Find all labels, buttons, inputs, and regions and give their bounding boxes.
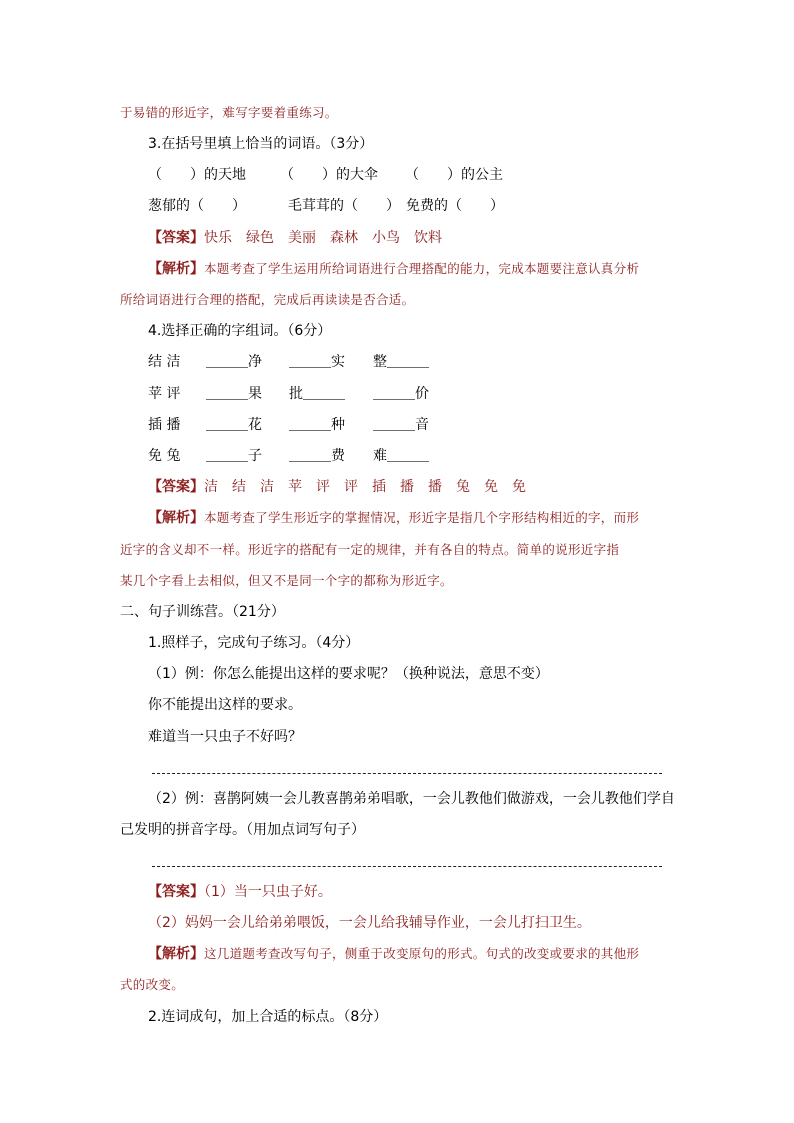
s2-q1-title: 1.照样子，完成句子练习。（4分） — [148, 635, 360, 651]
q3-blank-2: （ ）的大伞 — [280, 167, 378, 183]
q3-answer — [148, 228, 442, 248]
s2-analysis-line-1 — [148, 944, 639, 964]
s2-analysis-text-1: 这几道题考查改写句子，侧重于改变原句的形式。句式的改变或要求的其他形 — [204, 946, 640, 961]
answer-tag: 【答案】 — [148, 479, 204, 495]
q4-row-3-blank-2: ＿＿＿种 — [289, 417, 345, 433]
s2-q1-2-prompt-2: 己发明的拼音字母。（用加点词写句子） — [120, 822, 365, 838]
q4-row-1-chars: 结 洁 — [148, 354, 181, 370]
analysis-tag: 【解析】 — [148, 946, 204, 962]
s2-q1-2-prompt-1: （2）例：喜鹊阿姨一会儿教喜鹊弟弟唱歌，一会儿教他们做游戏，一会儿教他们学自 — [148, 791, 675, 807]
q3-answer-text: 快乐 绿色 美丽 森林 小鸟 饮料 — [204, 230, 442, 246]
q3-analysis-line-1 — [148, 259, 639, 279]
q4-row-3-blank-3: ＿＿＿音 — [373, 417, 429, 433]
s2-q1-1-example: 你不能提出这样的要求。 — [148, 697, 302, 713]
s2-analysis-line-2: 式的改变。 — [120, 977, 185, 992]
q4-analysis-text-1: 本题考查了学生形近字的掌握情况，形近字是指几个字形结构相近的字，而形 — [204, 510, 640, 525]
q4-title: 4.选择正确的字组词。（6分） — [148, 323, 332, 339]
q4-row-2-blank-2: 批＿＿＿ — [289, 386, 345, 402]
q3-blank-6: 免费的（ ） — [406, 198, 504, 214]
analysis-tag: 【解析】 — [148, 510, 204, 526]
s2-answer-2: （2）妈妈一会儿给弟弟喂饭，一会儿给我辅导作业，一会儿打扫卫生。 — [148, 915, 591, 931]
answer-tag: 【答案】 — [148, 884, 204, 900]
q4-row-4-blank-2: ＿＿＿费 — [289, 448, 345, 464]
s2-q1-1-prompt: （1）例：你怎么能提出这样的要求呢？（换种说法，意思不变） — [148, 666, 549, 682]
q4-row-3-chars: 插 播 — [148, 417, 181, 433]
q4-analysis-line-2: 近字的含义却不一样。形近字的搭配有一定的规律，并有各自的特点。简单的说形近字指 — [120, 542, 620, 557]
q4-row-2-blank-1: ＿＿＿果 — [206, 386, 262, 402]
q4-answer-text: 洁 结 洁 苹 评 评 插 播 播 兔 免 免 — [204, 479, 526, 495]
answer-tag: 【答案】 — [148, 230, 204, 246]
section-2-title: 二、句子训练营。（21分） — [120, 604, 285, 620]
q4-row-1-blank-3: 整＿＿＿ — [373, 354, 429, 370]
s2-answer-1-text: （1）当一只虫子好。 — [204, 884, 332, 900]
analysis-tag: 【解析】 — [148, 261, 204, 277]
q4-row-1-blank-2: ＿＿＿实 — [289, 354, 345, 370]
q3-blank-4: 葱郁的（ ） — [148, 198, 246, 214]
q4-row-4-chars: 免 兔 — [148, 448, 181, 464]
q4-analysis-line-3: 某几个字看上去相似，但又不是同一个字的都称为形近字。 — [120, 573, 453, 588]
q4-row-4-blank-3: 难＿＿＿ — [373, 448, 429, 464]
q4-row-2-chars: 苹 评 — [148, 386, 181, 402]
q3-blank-1: （ ）的天地 — [148, 167, 246, 183]
q3-analysis-text-1: 本题考查了学生运用所给词语进行合理搭配的能力，完成本题要注意认真分析 — [204, 261, 640, 276]
q3-blank-3: （ ）的公主 — [405, 167, 503, 183]
previous-analysis-tail: 于易错的形近字，难写字要着重练习。 — [120, 105, 338, 120]
s2-q1-1-question: 难道当一只虫子不好吗？ — [148, 729, 302, 745]
q4-row-4-blank-1: ＿＿＿子 — [206, 448, 262, 464]
s2-answer-1 — [148, 882, 332, 902]
answer-line-2[interactable] — [152, 866, 662, 867]
answer-line-1[interactable] — [152, 773, 662, 774]
s2-q2-title: 2.连词成句，加上合适的标点。（8分） — [148, 1009, 388, 1025]
q4-answer — [148, 477, 526, 497]
q4-row-1-blank-1: ＿＿＿净 — [206, 354, 262, 370]
q3-blank-5: 毛茸茸的（ ） — [288, 198, 400, 214]
q4-row-3-blank-1: ＿＿＿花 — [206, 417, 262, 433]
q4-row-2-blank-3: ＿＿＿价 — [373, 386, 429, 402]
q3-analysis-line-2: 所给词语进行合理的搭配，完成后再读读是否合适。 — [120, 292, 415, 307]
q3-title: 3.在括号里填上恰当的词语。（3分） — [148, 136, 374, 152]
q4-analysis-line-1 — [148, 508, 639, 528]
